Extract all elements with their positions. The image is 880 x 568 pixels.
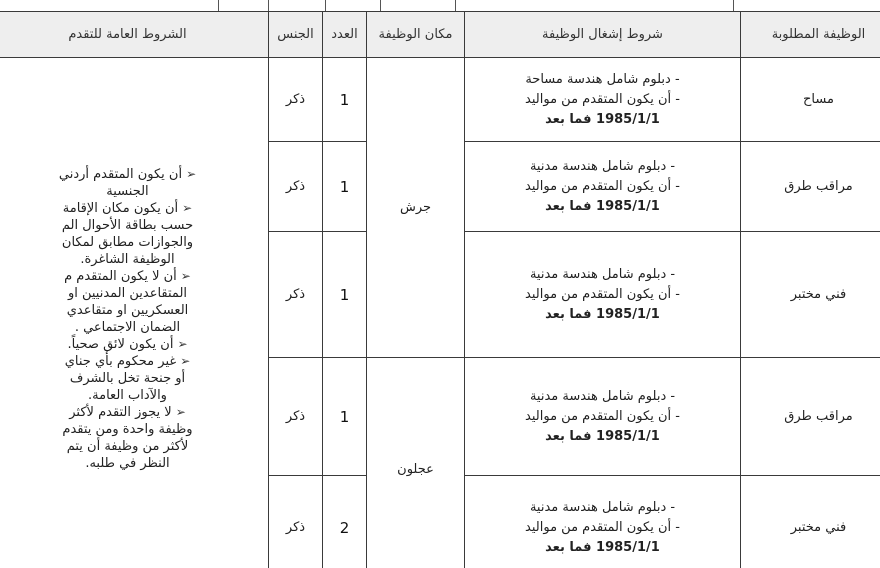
job-title-cell: مساح [741,58,880,142]
condition-line: - دبلوم شامل هندسة مساحة [525,71,680,87]
condition-date-line: 1985/1/1 فما بعد [545,198,660,214]
header-job-conditions: شروط إشغال الوظيفة [465,12,741,58]
jobs-table [0,11,880,568]
general-condition-item: ➢أن لا يكون المتقدم م [64,269,191,284]
count-cell: 1 [323,232,367,358]
job-conditions-cell [465,358,741,476]
general-condition-item: ➢لا يجوز التقدم لأكثر [69,405,186,420]
gender-cell: ذكر [269,232,323,358]
gender-cell: ذكر [269,142,323,232]
gender-cell: ذكر [269,58,323,142]
general-condition-line: حسب بطاقة الأحوال الم [61,218,194,233]
condition-line: - أن يكون المتقدم من مواليد [525,519,680,535]
job-title-cell: فني مختبر [741,475,880,568]
gender-cell: ذكر [269,358,323,476]
general-condition-item: ➢غير محكوم بأي جناي [64,354,191,369]
condition-date-line: 1985/1/1 فما بعد [545,539,660,555]
gender-cell: ذكر [269,475,323,568]
table-row [0,58,880,142]
job-location-cell: جرش [367,58,465,358]
general-condition-line: الضمان الاجتماعي . [74,320,181,335]
arrow-bullet-icon: ➢ [182,201,193,215]
header-general-conditions: الشروط العامة للتقدم [0,12,269,58]
arrow-bullet-icon: ➢ [180,354,191,368]
header-job-location: مكان الوظيفة [367,12,465,58]
general-condition-line: والجوازات مطابق لمكان [61,235,194,250]
count-cell: 1 [323,358,367,476]
condition-line: - دبلوم شامل هندسة مدنية [529,266,676,282]
arrow-bullet-icon: ➢ [186,167,197,181]
job-title-cell: فني مختبر [741,232,880,358]
job-conditions-cell [465,232,741,358]
count-cell: 1 [323,142,367,232]
job-title-cell: مراقب طرق [741,358,880,476]
condition-line: - أن يكون المتقدم من مواليد [525,286,680,302]
general-conditions-cell [0,58,269,568]
general-condition-item: ➢أن يكون لائق صحياً. [67,337,188,352]
condition-date-line: 1985/1/1 فما بعد [545,306,660,322]
condition-line: - أن يكون المتقدم من مواليد [525,408,680,424]
general-condition-line: الوظيفة الشاغرة. [80,252,175,267]
condition-line: - أن يكون المتقدم من مواليد [525,178,680,194]
general-condition-line: أو جنحة تخل بالشرف [69,371,186,386]
condition-line: - دبلوم شامل هندسة مدنية [529,158,676,174]
job-title-cell: مراقب طرق [741,142,880,232]
header-job-title: الوظيفة المطلوبة [741,12,880,58]
header-gender: الجنس [269,12,323,58]
condition-line: - أن يكون المتقدم من مواليد [525,91,680,107]
job-conditions-cell [465,475,741,568]
general-condition-line: الجنسية [106,184,149,199]
general-condition-item: ➢أن يكون مكان الإقامة [62,201,193,216]
general-condition-line: لأكثر من وظيفة أن يتم [66,439,189,454]
general-condition-item: ➢أن يكون المتقدم أردني [58,167,197,182]
count-cell: 2 [323,475,367,568]
condition-line: - دبلوم شامل هندسة مدنية [529,499,676,515]
count-cell: 1 [323,58,367,142]
job-conditions-cell [465,142,741,232]
table-header-row [0,12,880,58]
arrow-bullet-icon: ➢ [175,405,186,419]
job-location-cell: عجلون [367,358,465,568]
general-condition-line: وظيفة واحدة ومن يتقدم [62,422,193,437]
condition-date-line: 1985/1/1 فما بعد [545,111,660,127]
general-condition-line: العسكريين او متقاعدي [66,303,189,318]
general-condition-line: المتقاعدين المدنيين او [67,286,188,301]
previous-table-edge [0,0,880,11]
arrow-bullet-icon: ➢ [177,337,188,351]
general-condition-line: النظر في طلبه. [85,456,170,471]
general-condition-line: والآداب العامة. [88,388,167,403]
arrow-bullet-icon: ➢ [180,269,191,283]
condition-line: - دبلوم شامل هندسة مدنية [529,388,676,404]
job-conditions-cell [465,58,741,142]
header-count: العدد [323,12,367,58]
condition-date-line: 1985/1/1 فما بعد [545,428,660,444]
